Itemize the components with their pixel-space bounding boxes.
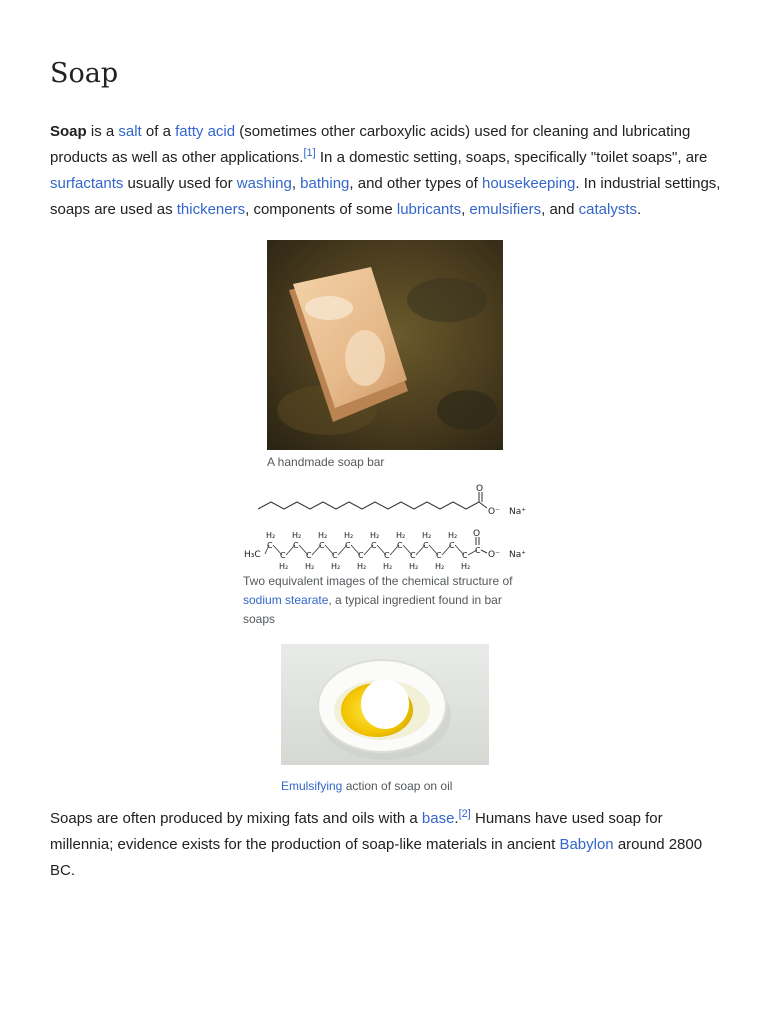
- text-run: Humans have used soap for millennia; evidence exists for the production of soap-like materials in ancient: [50, 810, 663, 853]
- h2-label: H₂: [383, 562, 393, 570]
- link-babylon[interactable]: Babylon: [559, 836, 614, 853]
- carbon-label: C: [423, 541, 429, 550]
- figure-emulsion: [281, 644, 489, 796]
- text-run: , and: [541, 201, 579, 218]
- h2-label: H₂: [331, 562, 341, 570]
- h2-label: H₂: [357, 562, 367, 570]
- carbon-label: C: [449, 541, 455, 550]
- h2-label: H₂: [435, 562, 445, 570]
- carbon-label: C: [306, 551, 312, 560]
- link-housekeeping[interactable]: housekeeping: [481, 175, 576, 192]
- condensed-chain: [265, 531, 481, 570]
- carbon-label: C: [462, 551, 468, 560]
- h2-label: H₂: [409, 562, 419, 570]
- text-run: of a: [141, 123, 176, 140]
- caption-text: Two equivalent images of the chemical structure of: [243, 574, 513, 588]
- page-title: Soap: [50, 58, 119, 89]
- caption-text: action of soap on oil: [342, 779, 453, 793]
- emulsion-caption: [281, 777, 489, 796]
- soap-bar-caption: A handmade soap bar: [267, 455, 385, 469]
- skeletal-chain: [258, 502, 479, 509]
- link-emulsifiers[interactable]: emulsifiers: [469, 201, 542, 218]
- carbon-label: C: [280, 551, 286, 560]
- text-run: In a domestic setting, soaps, specifically "toilet soaps", are: [315, 149, 708, 166]
- oxygen-minus-label: O⁻: [488, 507, 500, 517]
- sodium-label: Na⁺: [509, 507, 526, 517]
- text-run: .: [454, 810, 459, 827]
- methyl-label: H₃C: [244, 550, 261, 560]
- h2-label: H₂: [461, 562, 471, 570]
- text-run: .: [637, 201, 642, 218]
- h2-label: H₂: [292, 531, 302, 540]
- text-run: (sometimes other carboxylic acids) used for cleaning and lubricating products as well as other applications.: [50, 123, 691, 166]
- text-run: , components of some: [245, 201, 397, 218]
- carbon-label: C: [319, 541, 325, 550]
- emulsion-image[interactable]: [281, 644, 489, 765]
- h2-label: H₂: [344, 531, 354, 540]
- text-run: is a: [86, 123, 119, 140]
- carbon-label: C: [410, 551, 416, 560]
- carbon-label: C: [371, 541, 377, 550]
- carbon-label: C: [358, 551, 364, 560]
- figure-soap-bar: [267, 240, 503, 472]
- text-run: Soaps are often produced by mixing fats and oils with a: [50, 810, 422, 827]
- link-bathing[interactable]: bathing: [300, 175, 350, 192]
- carbon-label: C: [475, 546, 481, 555]
- link-salt[interactable]: salt: [118, 123, 142, 140]
- carbon-label: C: [293, 541, 299, 550]
- lead-term: Soap: [50, 123, 87, 140]
- link-surfactants[interactable]: surfactants: [50, 175, 124, 192]
- h2-label: H₂: [422, 531, 432, 540]
- intro-paragraph: [50, 119, 722, 223]
- link-fatty-acid[interactable]: fatty acid: [175, 123, 236, 140]
- h2-label: H₂: [448, 531, 458, 540]
- figure-sodium-stearate: [243, 478, 533, 629]
- text-run: around 2800 BC.: [50, 836, 703, 879]
- h2-label: H₂: [279, 562, 289, 570]
- oxygen-minus-label: O⁻: [488, 550, 500, 560]
- link-lubricants[interactable]: lubricants: [396, 201, 462, 218]
- text-run: ,: [291, 175, 301, 192]
- carbon-label: C: [436, 551, 442, 560]
- text-run: ,: [461, 201, 470, 218]
- sodium-stearate-structure-image[interactable]: [243, 478, 533, 570]
- history-paragraph: [50, 806, 722, 884]
- carbon-label: C: [345, 541, 351, 550]
- text-run: usually used for: [123, 175, 237, 192]
- oxygen-label: O: [476, 484, 484, 494]
- caption-text: , a typical ingredient found in bar soaps: [243, 593, 502, 626]
- reference-2[interactable]: [2]: [458, 808, 471, 820]
- link-base[interactable]: base: [421, 810, 455, 827]
- link-emulsifying[interactable]: Emulsifying: [281, 779, 343, 793]
- sodium-stearate-caption: [243, 572, 528, 629]
- text-run: , and other types of: [349, 175, 482, 192]
- carbon-label: C: [397, 541, 403, 550]
- oxygen-label: O: [473, 529, 481, 539]
- text-run: . In industrial settings, soaps are used as: [50, 175, 721, 218]
- carbon-label: C: [267, 541, 273, 550]
- carbon-label: C: [332, 551, 338, 560]
- link-sodium-stearate[interactable]: sodium stearate: [243, 593, 329, 607]
- link-thickeners[interactable]: thickeners: [176, 201, 246, 218]
- h2-label: H₂: [396, 531, 406, 540]
- soap-bar-image[interactable]: [267, 240, 503, 450]
- carbon-label: C: [384, 551, 390, 560]
- link-washing[interactable]: washing: [236, 175, 292, 192]
- h2-label: H₂: [305, 562, 315, 570]
- link-catalysts[interactable]: catalysts: [578, 201, 637, 218]
- sodium-label: Na⁺: [509, 550, 526, 560]
- h2-label: H₂: [318, 531, 328, 540]
- h2-label: H₂: [266, 531, 276, 540]
- reference-1[interactable]: [1]: [303, 147, 316, 159]
- h2-label: H₂: [370, 531, 380, 540]
